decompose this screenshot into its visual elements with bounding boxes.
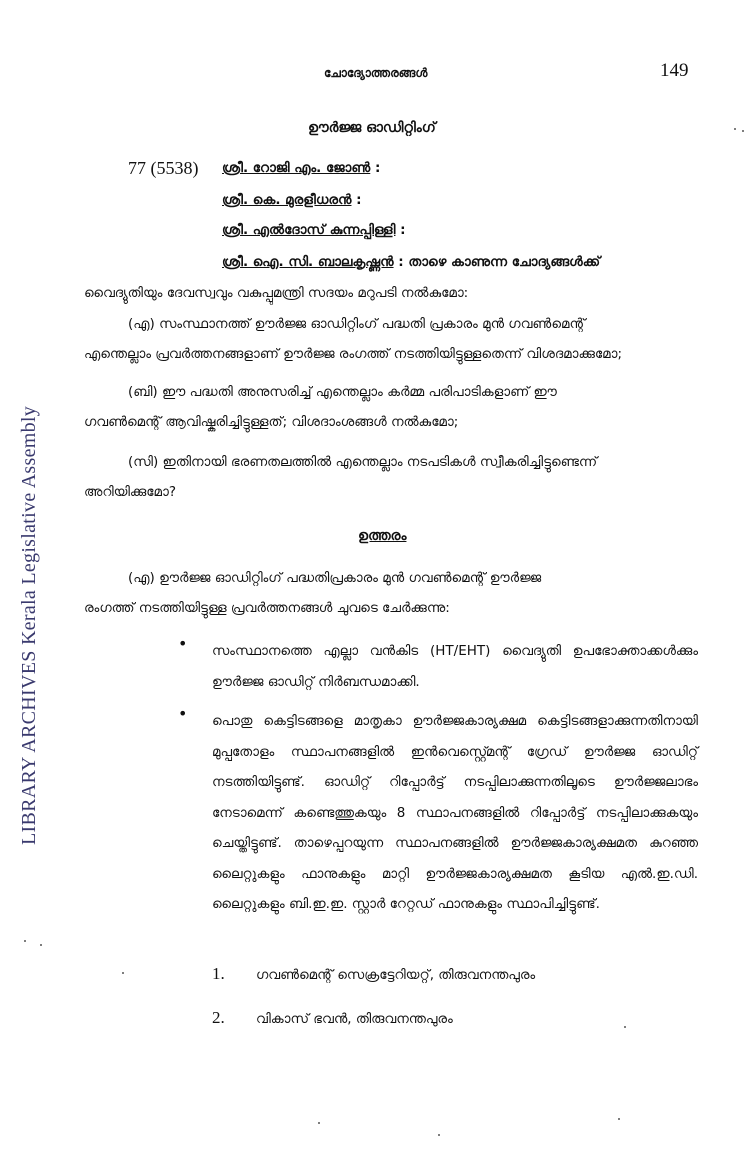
question-part-c-line2: അറിയിക്കുമോ? xyxy=(84,484,176,500)
item-text: വികാസ് ഭവൻ, തിരുവനന്തപുരം xyxy=(256,1011,453,1027)
member-name: ശ്രീ. കെ. മുരളീധരൻ xyxy=(222,192,352,208)
member-4 xyxy=(222,254,600,270)
archive-watermark: LIBRARY ARCHIVES Kerala Legislative Assembly xyxy=(18,405,40,845)
scan-speck xyxy=(742,130,744,132)
question-intro-continuation: വൈദ്യുതിയും ദേവസ്വവും വകുപ്പുമന്ത്രി സദയം മറുപടി നൽകുമോ: xyxy=(84,285,469,301)
answer-bullet-1: സംസ്ഥാനത്തെ എല്ലാ വൻകിട (HT/EHT) വൈദ്യുതി ഉപഭോക്താക്കൾക്കും ഊർജ്ജ ഓഡിറ്റ് നിർബന്ധമാക്കി. xyxy=(212,643,698,690)
member-2 xyxy=(222,192,362,208)
member-1 xyxy=(222,160,380,176)
question-part-c-line1: (സി) ഇതിനായി ഭരണതലത്തിൽ എന്തെല്ലാം നടപടികൾ സ്വീകരിച്ചിട്ടുണ്ടെന്ന് xyxy=(128,454,598,470)
item-number: 2. xyxy=(212,1008,225,1027)
member-name: ശ്രീ. റോജി എം. ജോൺ xyxy=(222,160,371,176)
scan-speck xyxy=(624,1026,626,1028)
bullet-icon: • xyxy=(178,634,188,653)
member-3 xyxy=(222,222,406,238)
scan-speck xyxy=(122,972,124,974)
question-part-b-line1: (ബി) ഈ പദ്ധതി അനുസരിച്ച് എന്തെല്ലാം കർമ്മ പരിപാടികളാണ് ഈ xyxy=(128,384,557,400)
item-number: 1. xyxy=(212,964,225,983)
answer-heading: ഉത്തരം xyxy=(358,528,407,544)
numbered-item-2 xyxy=(212,1008,453,1028)
question-part-b-line2: ഗവൺമെന്റ് ആവിഷ്കരിച്ചിട്ടുള്ളത്; വിശദാംശങ്ങൾ നൽകുമോ; xyxy=(84,414,459,430)
item-text: ഗവൺമെന്റ് സെക്രട്ടേറിയറ്റ്, തിരുവനന്തപുരം xyxy=(256,967,536,983)
running-head: ചോദ്യോത്തരങ്ങൾ xyxy=(324,66,428,80)
member-suffix: : xyxy=(370,160,381,176)
page-number: 149 xyxy=(660,60,689,81)
numbered-item-1 xyxy=(212,964,535,984)
member-suffix: : xyxy=(351,192,362,208)
scan-speck xyxy=(40,944,42,946)
member-suffix: : xyxy=(395,222,406,238)
member-name: ശ്രീ. എൽദോസ് കുന്നപ്പിള്ളി xyxy=(222,222,396,238)
bullet-icon: • xyxy=(178,704,188,723)
question-part-a-line2: എന്തെല്ലാം പ്രവർത്തനങ്ങളാണ് ഊർജ്ജ രംഗത്ത് നടത്തിയിട്ടുള്ളതെന്ന് വിശദമാക്കുമോ; xyxy=(84,346,622,362)
answer-intro-line2: രംഗത്ത് നടത്തിയിട്ടുള്ള പ്രവർത്തനങ്ങൾ ചുവടെ ചേർക്കുന്നു: xyxy=(84,600,450,616)
member-suffix: : താഴെ കാണുന്ന ചോദ്യങ്ങൾക്ക് xyxy=(393,254,601,270)
member-name: ശ്രീ. ഐ. സി. ബാലകൃഷ്ണൻ xyxy=(222,254,394,270)
question-part-a-line1: (എ) സംസ്ഥാനത്ത് ഊർജ്ജ ഓഡിറ്റിംഗ് പദ്ധതി പ്രകാരം മുൻ ഗവൺമെന്റ് xyxy=(128,316,586,332)
answer-intro-line1: (എ) ഊർജ്ജ ഓഡിറ്റിംഗ് പദ്ധതിപ്രകാരം മുൻ ഗവൺമെന്റ് ഊർജ്ജ xyxy=(128,570,542,586)
scan-speck xyxy=(318,1122,320,1124)
scan-speck xyxy=(24,940,26,942)
scan-speck xyxy=(734,128,736,130)
section-title: ഊർജ്ജ ഓഡിറ്റിംഗ് xyxy=(308,120,436,136)
answer-bullet-2: പൊതു കെട്ടിടങ്ങളെ മാതൃകാ ഊർജ്ജകാര്യക്ഷമ കെട്ടിടങ്ങളാക്കുന്നതിനായി മുപ്പതോളം സ്ഥാപനങ്ങളിൽ ഇൻവെസ്റ്റ്മെന്റ് ഗ്രേഡ് ഊർജ്ജ ഓഡിറ്റ് നടത്തിയിട്ടുണ്ട്. ഓഡിറ്റ് റിപ്പോർട്ട് നടപ്പിലാക്കുന്നതിലൂടെ ഊർജ്ജലാഭം നേടാമെന്ന് കണ്ടെത്തുകയും 8 സ്ഥാപനങ്ങളിൽ റിപ്പോർട്ട് നടപ്പിലാക്കുകയും ചെയ്തിട്ടുണ്ട്. താഴെപ്പറയുന്ന സ്ഥാപനങ്ങളിൽ ഊർജ്ജകാര്യക്ഷമത കുറഞ്ഞ ലൈറ്റുകളും ഫാനുകളും മാറ്റി ഊർജ്ജകാര്യക്ഷമത കൂടിയ എൽ.ഇ.ഡി. ലൈറ്റുകളും ബി.ഇ.ഇ. സ്റ്റാർ റേറ്റഡ് ഫാനുകളും സ്ഥാപിച്ചിട്ടുണ്ട്. xyxy=(212,713,698,912)
question-number: 77 (5538) xyxy=(128,158,199,178)
scan-speck xyxy=(438,1134,440,1136)
scan-speck xyxy=(618,1118,620,1120)
